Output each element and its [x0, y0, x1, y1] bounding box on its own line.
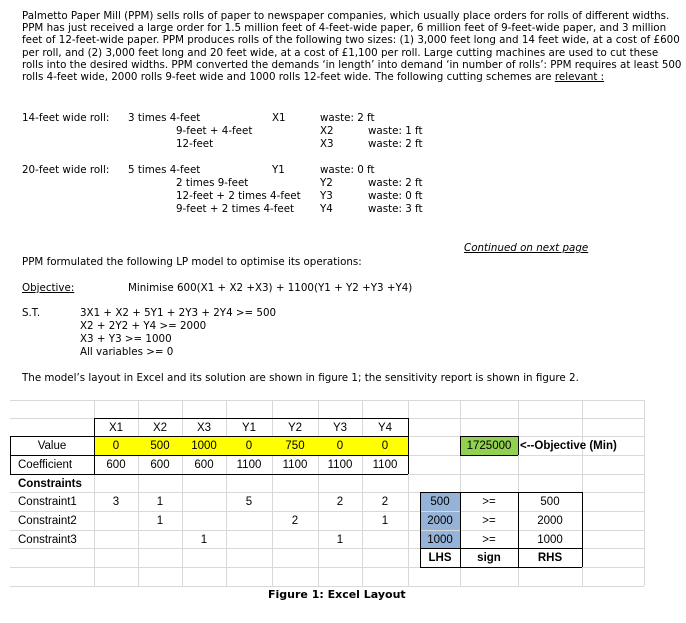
- constraint-line: 3X1 + X2 + 5Y1 + 2Y3 + 2Y4 >= 500: [80, 307, 277, 319]
- constraint-coef[interactable]: 1: [156, 515, 164, 527]
- constraint-line: X2 + 2Y2 + Y4 >= 2000: [80, 320, 207, 332]
- roll20-waste: waste: 0 ft: [320, 164, 375, 176]
- coef-cell[interactable]: 1100: [372, 459, 398, 471]
- coef-cell[interactable]: 600: [194, 459, 214, 471]
- coef-label: Coefficient: [18, 459, 73, 471]
- decision-value[interactable]: 500: [150, 440, 170, 452]
- objective-note: <--Objective (Min): [520, 440, 617, 452]
- layout-note: The model’s layout in Excel and its solution are shown in figure 1; the sensitivity report is shown in figure 2.: [22, 372, 579, 384]
- figure-caption: Figure 1: Excel Layout: [268, 588, 406, 601]
- lp-intro: PPM formulated the following LP model to optimise its operations:: [22, 256, 362, 268]
- sign-cell[interactable]: >=: [482, 496, 496, 508]
- decision-value[interactable]: 0: [112, 440, 120, 452]
- roll20-var: Y1: [272, 164, 285, 176]
- lhs-cell[interactable]: 500: [420, 493, 460, 511]
- constraint-coef[interactable]: 2: [381, 496, 389, 508]
- roll14-waste: waste: 2 ft: [368, 138, 423, 150]
- sign-label: sign: [477, 552, 501, 564]
- constraint-line: X3 + Y3 >= 1000: [80, 333, 172, 345]
- roll20-waste: waste: 2 ft: [368, 177, 423, 189]
- constraint-name: Constraint1: [18, 496, 77, 508]
- intro-paragraph: [22, 10, 682, 83]
- coef-cell[interactable]: 600: [150, 459, 170, 471]
- lhs-cell[interactable]: 2000: [420, 512, 460, 530]
- roll20-var: Y3: [320, 190, 333, 202]
- value-label: Value: [37, 440, 67, 452]
- roll20-scheme: 12-feet + 2 times 4-feet: [176, 190, 301, 202]
- rhs-cell[interactable]: 1000: [537, 534, 563, 546]
- relevant-link: relevant :: [554, 71, 605, 84]
- var-header: X1: [108, 422, 124, 434]
- rhs-cell[interactable]: 2000: [537, 515, 563, 527]
- roll20-var: Y4: [320, 203, 333, 215]
- st-label: S.T.: [22, 307, 41, 319]
- constraints-label: Constraints: [18, 478, 82, 490]
- roll20-scheme: 2 times 9-feet: [176, 177, 249, 189]
- roll20-label: 20-feet wide roll:: [22, 164, 110, 176]
- lhs-label: LHS: [428, 552, 452, 564]
- objective-function: Minimise 600(X1 + X2 +X3) + 1100(Y1 + Y2 +Y3 +Y4): [128, 282, 413, 294]
- roll14-scheme: 3 times 4-feet: [128, 112, 201, 124]
- constraint-coef[interactable]: 2: [336, 496, 344, 508]
- roll14-var: X1: [272, 112, 286, 124]
- roll20-scheme: 5 times 4-feet: [128, 164, 201, 176]
- constraint-coef[interactable]: 3: [112, 496, 120, 508]
- continued-note: Continued on next page: [464, 242, 589, 254]
- intro-text: Palmetto Paper Mill (PPM) sells rolls of paper to newspaper companies, which usually place orders for rolls of different widths. PPM has just received a large order for 1.5 million feet of 4-feet-wide paper, 6 million feet of 9-feet-wide paper, and 3 million feet of 12-feet-wide paper. PPM produces rolls of the following two sizes: (1) 3,000 feet long and 14 feet wide, at a cost of £600 per roll, and (2) 3,000 feet long and 20 feet wide, at a cost of £1,100 per roll. Large cutting machines are used to cut these rolls into the desired widths. PPM converted the demands ‘in length’ into demand ‘in number of rolls’: PPM requires at least 500 rolls 4-feet wide, 2000 rolls 9-feet wide and 1000 rolls 12-feet wide. The following cutting schemes are: [22, 10, 682, 84]
- decision-value[interactable]: 0: [381, 440, 389, 452]
- constraint-coef[interactable]: 1: [381, 515, 389, 527]
- var-header: Y4: [377, 422, 393, 434]
- constraint-coef[interactable]: 5: [245, 496, 253, 508]
- constraint-name: Constraint2: [18, 515, 77, 527]
- roll14-waste: waste: 2 ft: [320, 112, 375, 124]
- roll20-var: Y2: [320, 177, 333, 189]
- constraint-name: Constraint3: [18, 534, 77, 546]
- roll20-scheme: 9-feet + 2 times 4-feet: [176, 203, 295, 215]
- roll20-waste: waste: 0 ft: [368, 190, 423, 202]
- coef-cell[interactable]: 1100: [236, 459, 262, 471]
- lhs-cell[interactable]: 1000: [420, 531, 460, 549]
- rhs-cell[interactable]: 500: [540, 496, 560, 508]
- decision-value[interactable]: 0: [336, 440, 344, 452]
- roll14-scheme: 12-feet: [176, 138, 214, 150]
- constraint-line: All variables >= 0: [80, 346, 174, 358]
- roll14-waste: waste: 1 ft: [368, 125, 423, 137]
- var-header: Y1: [241, 422, 257, 434]
- sign-cell[interactable]: >=: [482, 534, 496, 546]
- roll14-var: X3: [320, 138, 334, 150]
- constraint-coef[interactable]: 1: [336, 534, 344, 546]
- roll14-scheme: 9-feet + 4-feet: [176, 125, 253, 137]
- objective-value-cell[interactable]: 1725000: [460, 437, 518, 455]
- coef-cell[interactable]: 600: [106, 459, 126, 471]
- coef-cell[interactable]: 1100: [327, 459, 353, 471]
- decision-value[interactable]: 750: [285, 440, 305, 452]
- roll14-label: 14-feet wide roll:: [22, 112, 110, 124]
- rhs-label: RHS: [537, 552, 563, 564]
- roll14-var: X2: [320, 125, 334, 137]
- decision-value[interactable]: 1000: [191, 440, 217, 452]
- var-header: Y2: [287, 422, 303, 434]
- var-header: Y3: [332, 422, 348, 434]
- var-header: X2: [152, 422, 168, 434]
- coef-cell[interactable]: 1100: [282, 459, 308, 471]
- sign-cell[interactable]: >=: [482, 515, 496, 527]
- roll20-waste: waste: 3 ft: [368, 203, 423, 215]
- excel-sheet: [10, 400, 644, 586]
- var-header: X3: [196, 422, 212, 434]
- constraint-coef[interactable]: 1: [200, 534, 208, 546]
- constraint-coef[interactable]: 2: [291, 515, 299, 527]
- constraint-coef[interactable]: 1: [156, 496, 164, 508]
- decision-value[interactable]: 0: [245, 440, 253, 452]
- objective-label: Objective:: [22, 282, 75, 294]
